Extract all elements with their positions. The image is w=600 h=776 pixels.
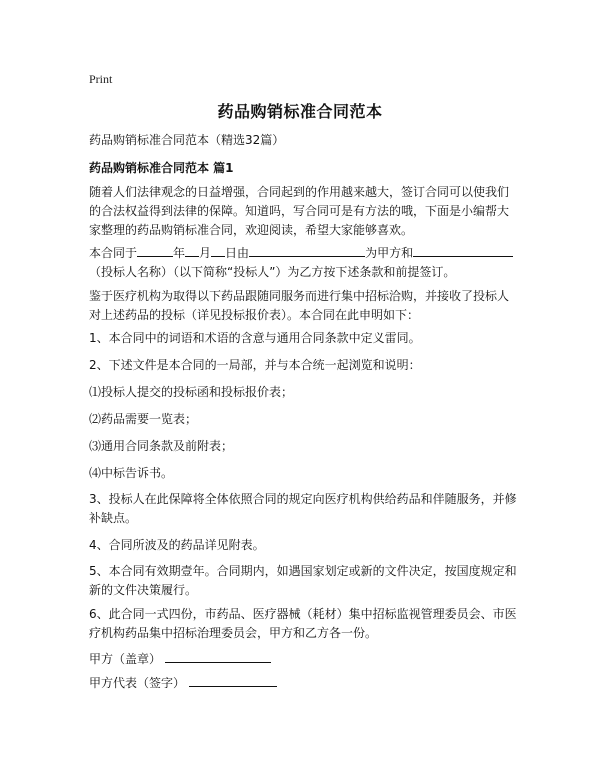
party-b-blank[interactable] [413, 244, 513, 257]
print-link[interactable]: Print [89, 72, 113, 86]
preamble-paragraph: 鉴于医疗机构为取得以下药品跟随同服务而进行集中招标洽购，并接收了投标人对上述药品的投标（详见投标报价表）。本合同在此申明如下： [89, 289, 510, 322]
contract-line-year: 年 [173, 246, 186, 260]
clause-2-item-3: ⑶通用合同条款及前附表； [89, 439, 234, 453]
clause-2-item-4: ⑷中标告诉书。 [89, 466, 174, 480]
clause-2-item-2: ⑵药品需要一览表； [89, 412, 198, 426]
clause-3: 3、投标人在此保障将全体依照合同的规定向医疗机构供给药品和伴随服务，并修补缺点。 [89, 492, 517, 525]
party-a-blank[interactable] [249, 244, 365, 257]
clause-2-item-1: ⑴投标人提交的投标函和投标报价表； [89, 385, 294, 399]
year-blank[interactable] [137, 244, 173, 257]
document-subtitle: 药品购销标准合同范本（精选32篇） [89, 133, 285, 147]
month-blank[interactable] [185, 244, 199, 257]
contract-line-2: （投标人名称）（以下简称“投标人”）为乙方按下述条款和前提签订。 [89, 265, 456, 279]
signature-party-a-rep-label: 甲方代表（签字） [89, 676, 186, 690]
contract-line-month: 月 [199, 246, 212, 260]
clause-5: 5、本合同有效期壹年。合同期内，如遇国家划定或新的文件决定，按国度规定和新的文件决策履行。 [89, 564, 517, 597]
contract-line [89, 244, 529, 282]
signature-party-a-rep [89, 674, 519, 693]
clause-4: 4、合同所波及的药品详见附表。 [89, 538, 265, 552]
intro-paragraph: 随着人们法律观念的日益增强，合同起到的作用越来越大，签订合同可以使我们的合法权益得到法律的保障。知道吗，写合同可是有方法的哦，下面是小编帮大家整理的药品购销标准合同，欢迎阅读，希望大家能够喜欢。 [89, 185, 510, 237]
contract-line-day: 日由 [225, 246, 250, 260]
signature-party-a-label: 甲方（盖章） [89, 652, 162, 666]
document-title: 药品购销标准合同范本 [217, 102, 383, 121]
signature-party-a [89, 650, 519, 669]
section-heading: 药品购销标准合同范本 篇1 [89, 161, 234, 175]
contract-line-part1: 本合同于 [89, 246, 138, 260]
party-a-rep-sign-line[interactable] [189, 674, 277, 687]
clause-2: 2、下述文件是本合同的一局部，并与本合统一起浏览和说明： [89, 358, 421, 372]
party-a-seal-line[interactable] [165, 650, 271, 663]
clause-6: 6、此合同一式四份，市药品、医疗器械（耗材）集中招标监视管理委员会、市医疗机构药品集中招标治理委员会，甲方和乙方各一份。 [89, 607, 517, 640]
contract-line-between: 为甲方和 [365, 246, 414, 260]
clause-1: 1、本合同中的词语和术语的含意与通用合同条款中定义雷同。 [89, 331, 421, 345]
day-blank[interactable] [211, 244, 225, 257]
